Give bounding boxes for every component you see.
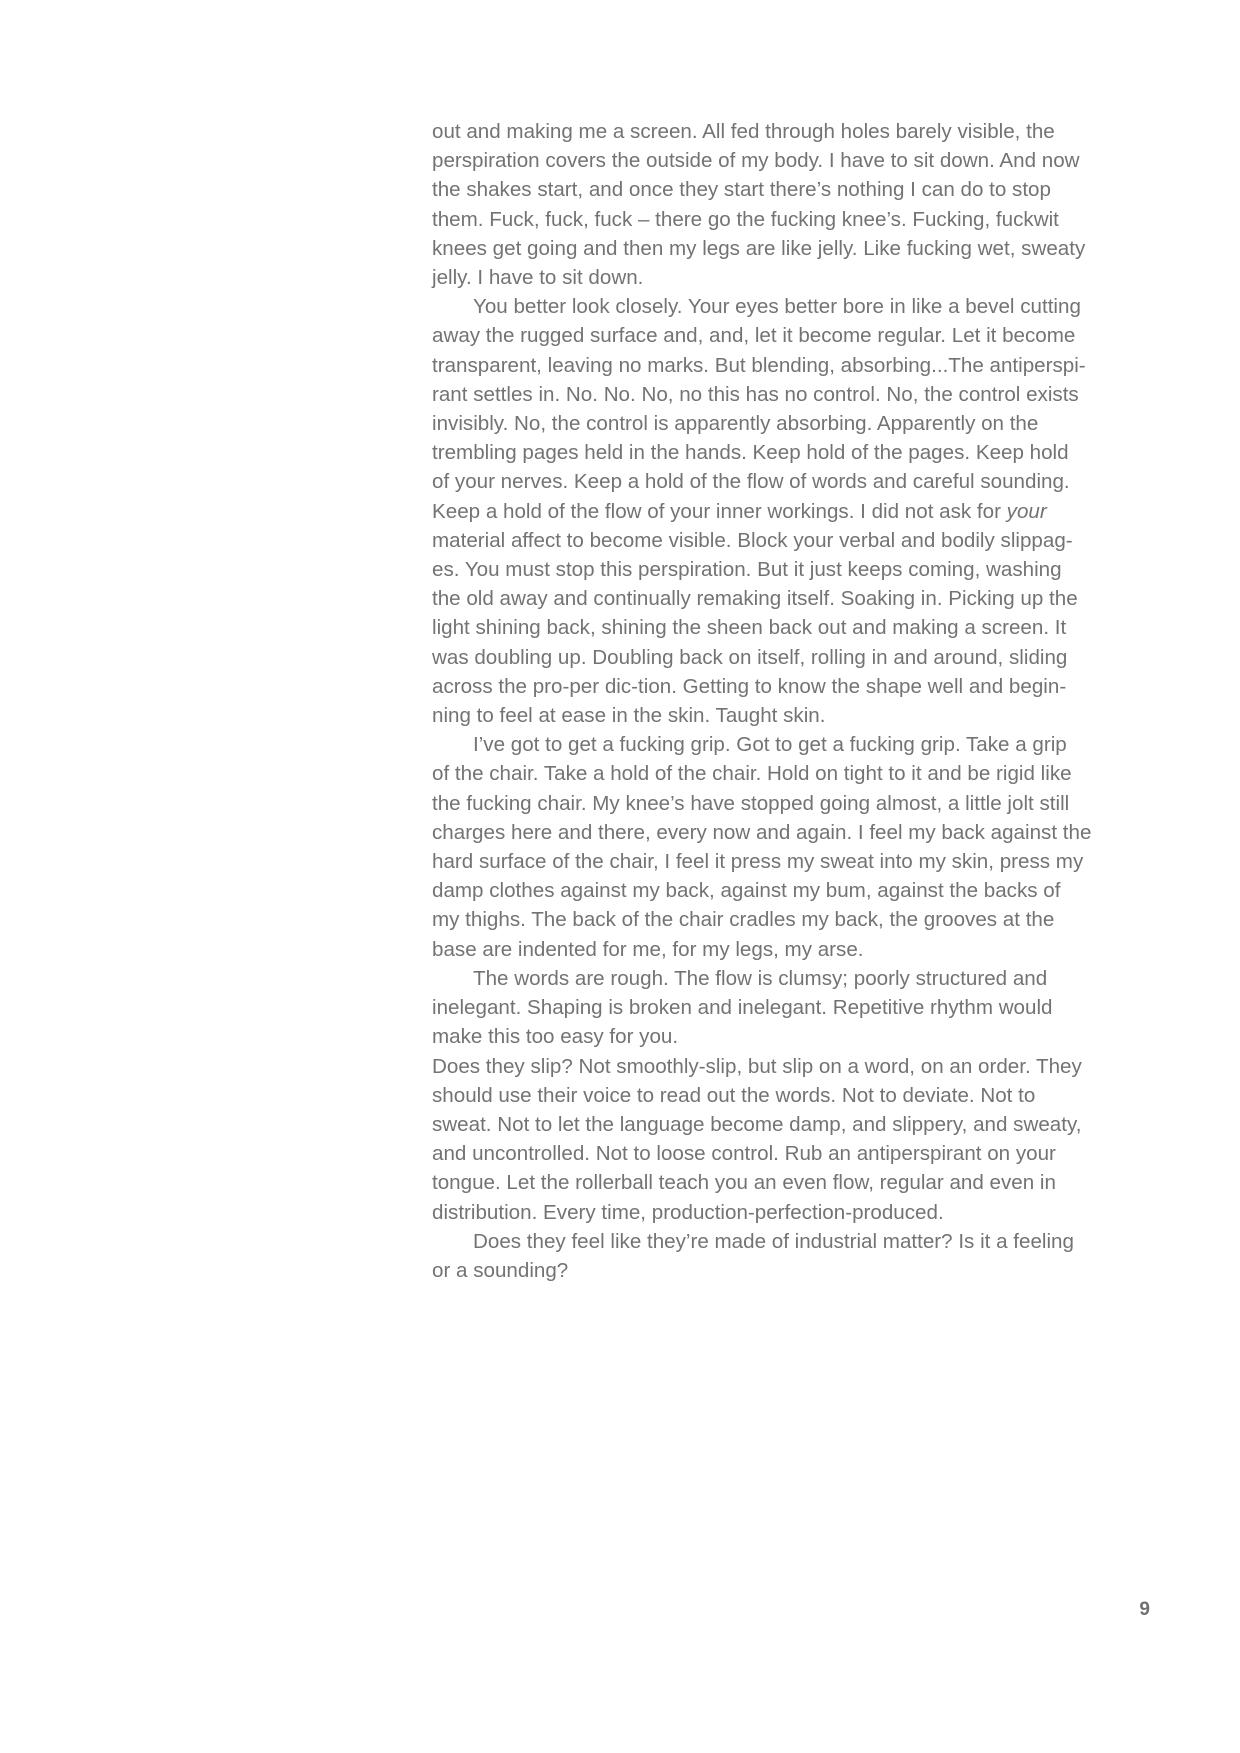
text-line: make this too easy for you. <box>432 1025 679 1049</box>
text-line: perspiration covers the outside of my body. I have to sit down. And now <box>432 149 1080 173</box>
paragraph <box>432 964 1152 1052</box>
text-line: Does they feel like they’re made of industrial matter? Is it a feeling <box>473 1229 1074 1253</box>
text-line: material affect to become visible. Block your verbal and bodily slippag- <box>432 528 1073 552</box>
text-line: distribution. Every time, production-perfection-produced. <box>432 1200 944 1224</box>
paragraph <box>432 292 1152 730</box>
text-line: jelly. I have to sit down. <box>432 266 644 290</box>
body-text <box>432 117 1152 1285</box>
text-line: or a sounding? <box>432 1258 569 1282</box>
text-line: damp clothes against my back, against my bum, against the backs of <box>432 879 1061 903</box>
text-line: I’ve got to get a fucking grip. Got to get a fucking grip. Take a grip <box>473 733 1067 757</box>
text-line: the fucking chair. My knee’s have stopped going almost, a little jolt still <box>432 791 1070 815</box>
text-line <box>432 497 1152 526</box>
text-line: You better look closely. Your eyes better bore in like a bevel cutting <box>473 295 1081 319</box>
text-line: the old away and continually remaking itself. Soaking in. Picking up the <box>432 587 1078 611</box>
paragraph <box>432 1052 1152 1227</box>
text-line: rant settles in. No. No. No, no this has no control. No, the control exists <box>432 382 1079 406</box>
text-line: my thighs. The back of the chair cradles my back, the grooves at the <box>432 908 1055 932</box>
text-segment: Keep a hold of the flow of your inner workings. I did not ask for <box>432 499 1007 523</box>
text-line: es. You must stop this perspiration. But it just keeps coming, washing <box>432 558 1062 582</box>
text-line: tongue. Let the rollerball teach you an even flow, regular and even in <box>432 1171 1056 1195</box>
text-line: trembling pages held in the hands. Keep hold of the pages. Keep hold <box>432 441 1069 465</box>
text-line: transparent, leaving no marks. But blending, absorbing...The antiperspi- <box>432 353 1086 377</box>
page-number: 9 <box>1139 1599 1150 1620</box>
text-line: away the rugged surface and, and, let it become regular. Let it become <box>432 324 1076 348</box>
text-line: of your nerves. Keep a hold of the flow of words and careful sounding. <box>432 470 1070 494</box>
text-line: them. Fuck, fuck, fuck – there go the fucking knee’s. Fucking, fuckwit <box>432 207 1059 231</box>
paragraph <box>432 730 1152 964</box>
paragraph <box>432 117 1152 292</box>
text-line: and uncontrolled. Not to loose control. Rub an antiperspirant on your <box>432 1142 1056 1166</box>
paragraph <box>432 1227 1152 1285</box>
text-line: ning to feel at ease in the skin. Taught skin. <box>432 704 826 728</box>
text-line: should use their voice to read out the words. Not to deviate. Not to <box>432 1083 1036 1107</box>
text-line: hard surface of the chair, I feel it press my sweat into my skin, press my <box>432 850 1084 874</box>
text-line: light shining back, shining the sheen back out and making a screen. It <box>432 616 1067 640</box>
text-line: base are indented for me, for my legs, my arse. <box>432 937 864 961</box>
text-line: knees get going and then my legs are like jelly. Like fucking wet, sweaty <box>432 236 1086 260</box>
text-line: of the chair. Take a hold of the chair. Hold on tight to it and be rigid like <box>432 762 1072 786</box>
text-line: across the pro-per dic-tion. Getting to know the shape well and begin- <box>432 674 1067 698</box>
text-line: sweat. Not to let the language become damp, and slippery, and sweaty, <box>432 1112 1082 1136</box>
text-line: was doubling up. Doubling back on itself, rolling in and around, sliding <box>432 645 1068 669</box>
emphasized-word: your <box>1006 499 1047 523</box>
text-line: The words are rough. The flow is clumsy; poorly structured and <box>473 966 1048 990</box>
text-line: Does they slip? Not smoothly-slip, but slip on a word, on an order. They <box>432 1054 1082 1078</box>
text-line: invisibly. No, the control is apparently absorbing. Apparently on the <box>432 412 1039 436</box>
text-line: the shakes start, and once they start there’s nothing I can do to stop <box>432 178 1051 202</box>
text-line: charges here and there, every now and again. I feel my back against the <box>432 820 1092 844</box>
text-line: out and making me a screen. All fed through holes barely visible, the <box>432 120 1055 143</box>
text-line: inelegant. Shaping is broken and inelegant. Repetitive rhythm would <box>432 996 1053 1020</box>
